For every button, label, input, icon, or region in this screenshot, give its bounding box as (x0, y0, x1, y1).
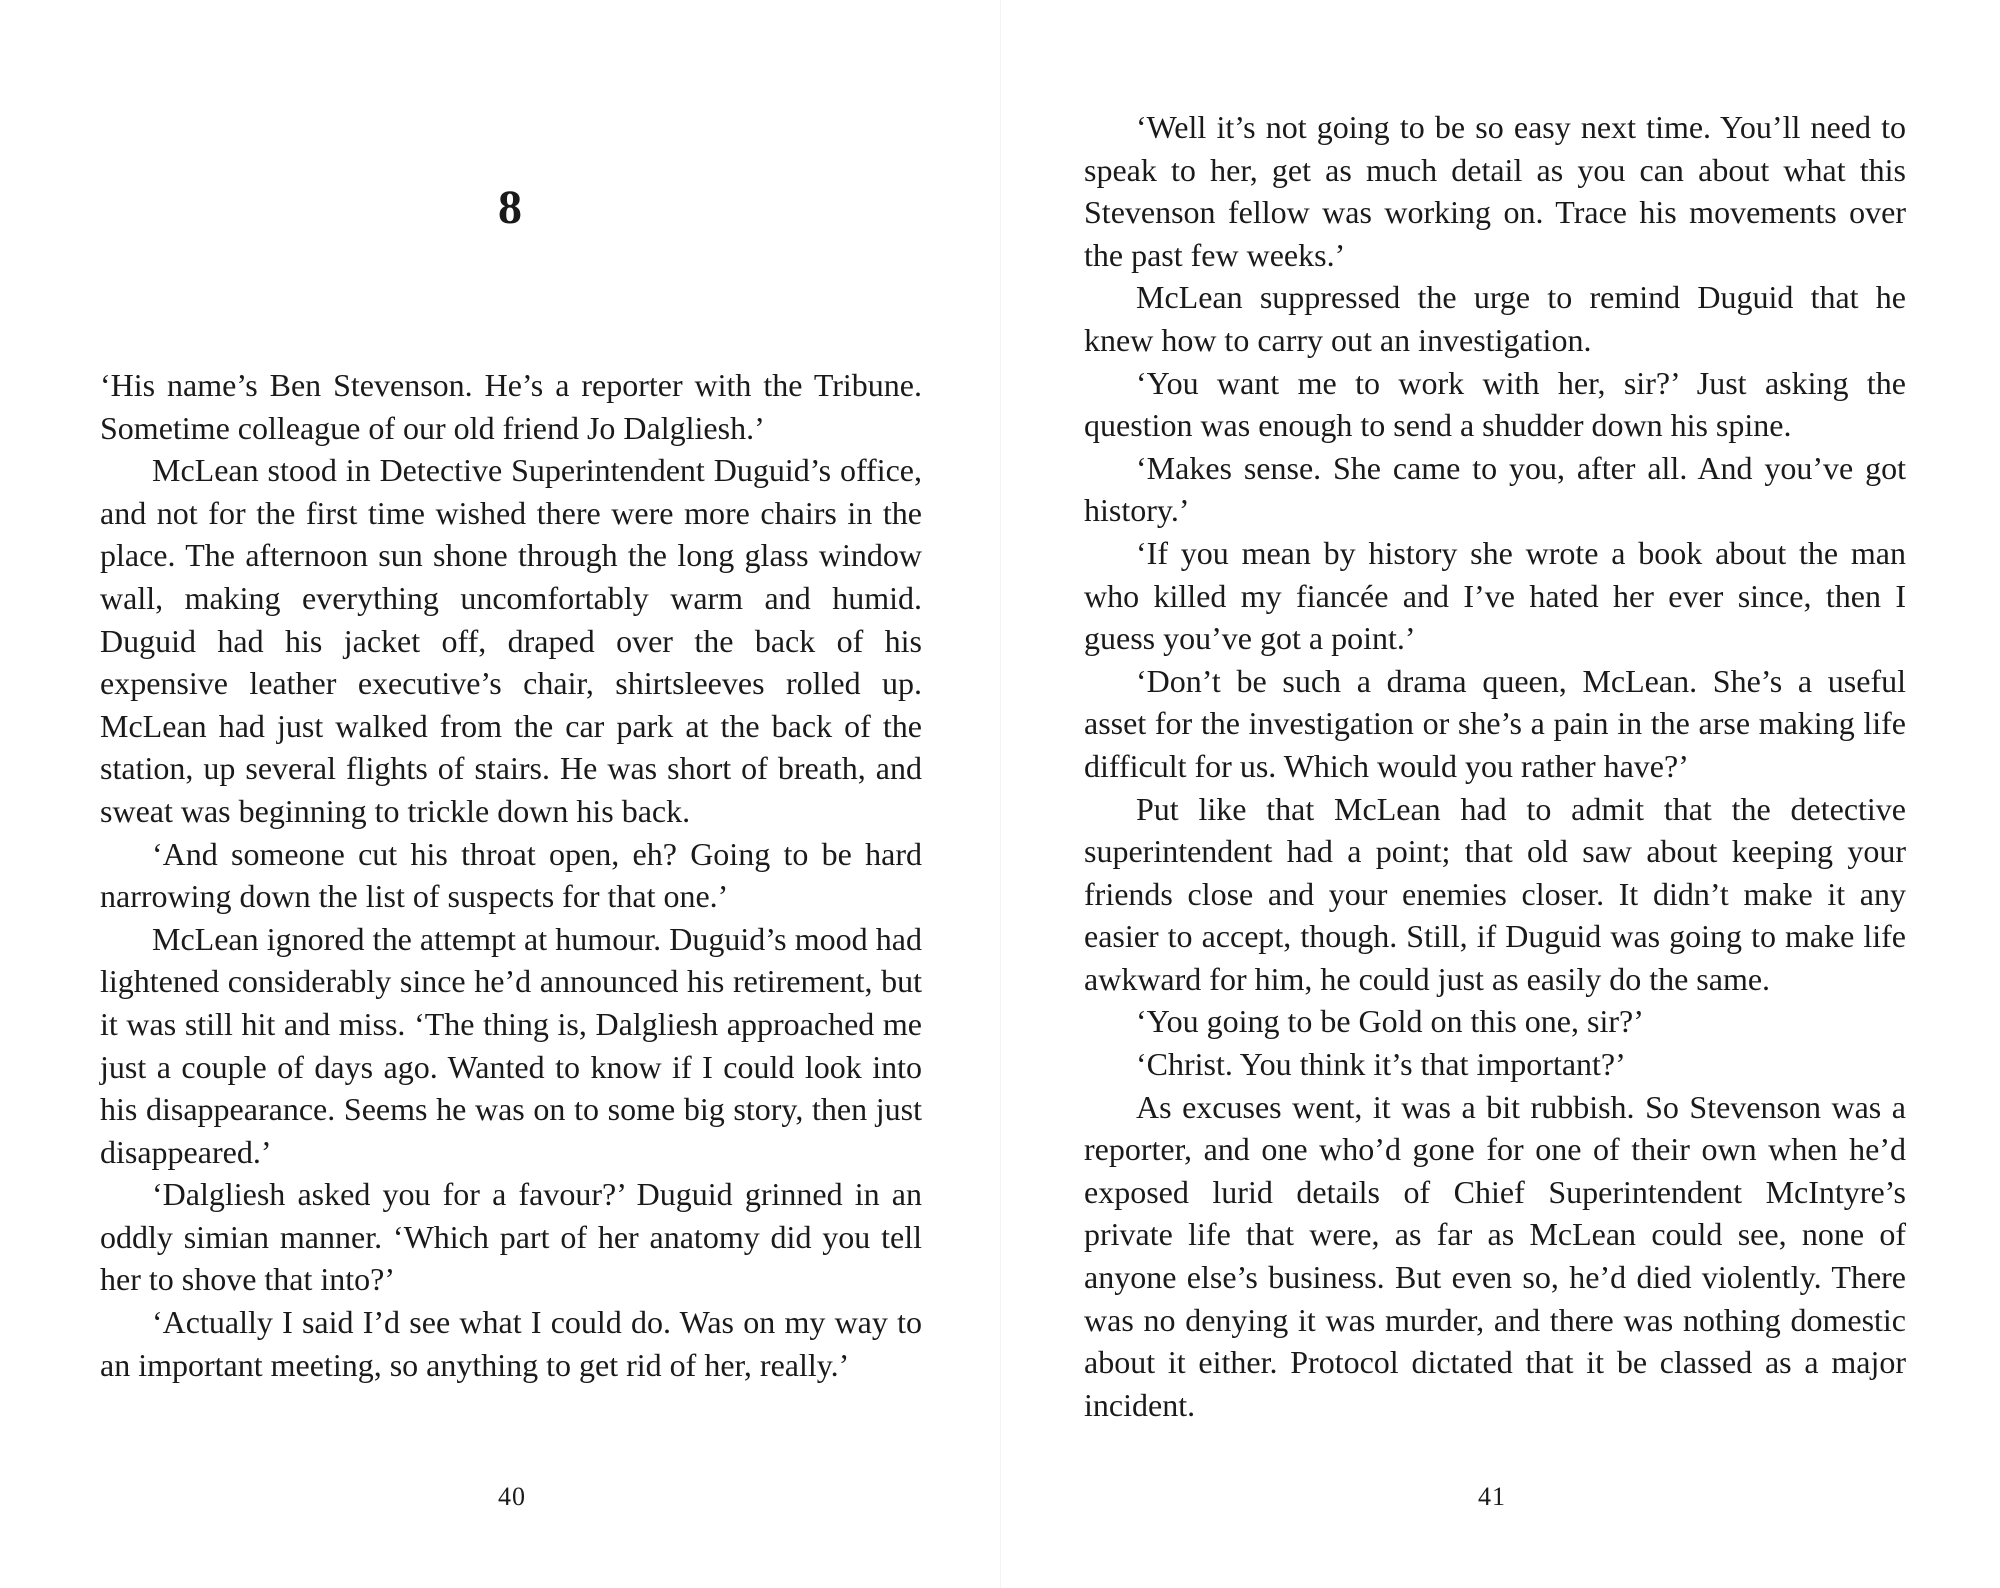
paragraph: ‘You going to be Gold on this one, sir?’ (1136, 1003, 1644, 1040)
paragraph: McLean suppressed the urge to remind Duguid that he knew how to carry out an investigation. (1084, 279, 1906, 358)
paragraph: ‘His name’s Ben Stevenson. He’s a reporter with the Tribune. Sometime colleague of our old friend Jo Dalgliesh.’ (100, 367, 922, 446)
paragraph: ‘Christ. You think it’s that important?’ (1136, 1046, 1626, 1083)
paragraph: ‘If you mean by history she wrote a book about the man who killed my fiancée and I’ve hated her ever since, then I guess you’ve got a point.’ (1084, 534, 1906, 657)
paragraph: ‘Actually I said I’d see what I could do. Was on my way to an important meeting, so anything to get rid of her, really.’ (100, 1304, 922, 1383)
paragraph: McLean stood in Detective Superintendent Duguid’s office, and not for the first time wished there were more chairs in the place. The afternoon sun shone through the long glass window wall, making everything uncomfortably warm and humid. Duguid had his jacket off, draped over the back of his expensive leather executive’s chair, shirtsleeves rolled up. McLean had just walked from the car park at the back of the station, up several flights of stairs. He was short of breath, and sweat was beginning to trickle down his back. (100, 452, 922, 829)
paragraph: ‘And someone cut his throat open, eh? Going to be hard narrowing down the list of suspects for that one.’ (100, 835, 922, 915)
paragraph: McLean ignored the attempt at humour. Duguid’s mood had lightened considerably since he’d announced his retirement, but it was still hit and miss. ‘The thing is, Dalgliesh approached me just a couple of days ago. Wanted to know if I could look into his disappearance. Seems he was on to some big story, then just disappeared.’ (100, 920, 922, 1170)
paragraph: ‘Dalgliesh asked you for a favour?’ Duguid grinned in an oddly simian manner. ‘Which part of her anatomy did you tell her to shove that into?’ (100, 1176, 922, 1298)
paragraph: ‘You want me to work with her, sir?’ Just asking the question was enough to send a shudder down his spine. (1084, 364, 1906, 444)
chapter-number: 8 (498, 181, 522, 234)
paragraph: Put like that McLean had to admit that the detective superintendent had a point; that old saw about keeping your friends close and your enemies closer. It didn’t make it any easier to accept, though. Still, if Duguid was going to make life awkward for him, he could just as easily do the same. (1084, 790, 1906, 997)
right-page (1000, 0, 2000, 1588)
page-number: 41 (1478, 1482, 1506, 1511)
paragraph: As excuses went, it was a bit rubbish. So Stevenson was a reporter, and one who’d gone for one of their own when he’d exposed lurid details of Chief Superintendent McIntyre’s private life that were, as far as McLean could see, none of anyone else’s business. But even so, he’d died violently. There was no denying it was murder, and there was nothing domestic about it either. Protocol dictated that it be classed as a major incident. (1084, 1088, 1906, 1423)
left-page-text (100, 364, 922, 1386)
right-page-text (1084, 106, 1906, 1426)
paragraph: ‘Makes sense. She came to you, after all. And you’ve got history.’ (1084, 449, 1906, 529)
page-number: 40 (498, 1482, 526, 1511)
paragraph: ‘Don’t be such a drama queen, McLean. She’s a useful asset for the investigation or she’s a pain in the arse making life difficult for us. Which would you rather have?’ (1084, 662, 1906, 784)
paragraph: ‘Well it’s not going to be so easy next time. You’ll need to speak to her, get as much detail as you can about what this Stevenson fellow was working on. Trace his movements over the past few weeks.’ (1084, 109, 1906, 273)
